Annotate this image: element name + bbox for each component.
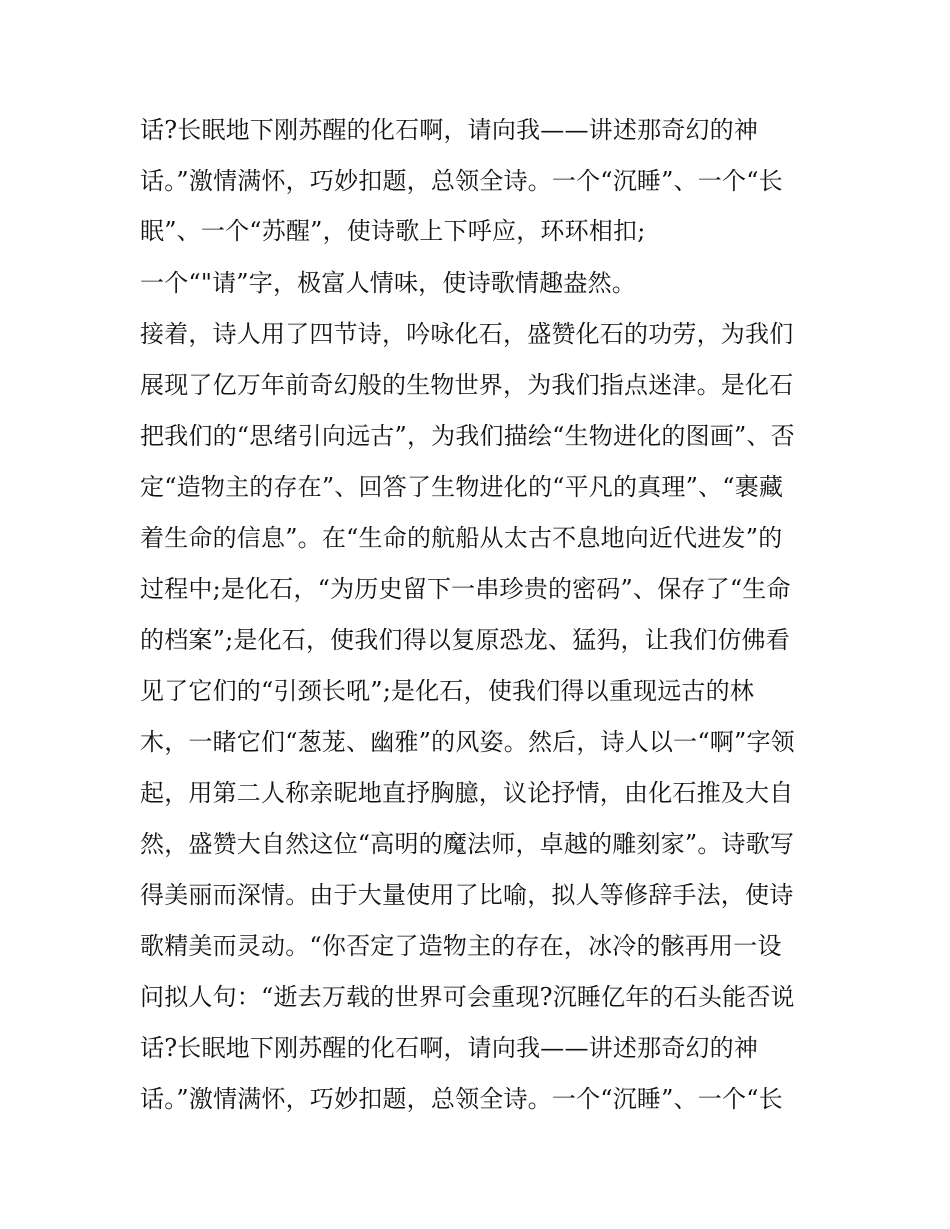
text-line: 话?长眠地下刚苏醒的化石啊，请向我——讲述那奇幻的神 xyxy=(140,1034,759,1062)
text-line: 见了它们的“引颈长吼”;是化石，使我们得以重现远古的林 xyxy=(140,677,755,705)
text-line: 定“造物主的存在”、回答了生物进化的“平凡的真理”、“裹藏 xyxy=(140,473,784,501)
text-line: 得美丽而深情。由于大量使用了比喻，拟人等修辞手法，使诗 xyxy=(140,881,794,909)
text-line: 过程中;是化石，“为历史留下一串珍贵的密码”、保存了“生命 xyxy=(140,575,791,603)
text-line: 话。”激情满怀，巧妙扣题，总领全诗。一个“沉睡”、一个“长 xyxy=(140,167,783,195)
text-line: 问拟人句：“逝去万载的世界可会重现?沉睡亿年的石头能否说 xyxy=(140,983,795,1011)
text-line: 接着，诗人用了四节诗，吟咏化石，盛赞化石的功劳，为我们 xyxy=(140,320,794,348)
text-line: 着生命的信息”。在“生命的航船从太古不息地向近代进发”的 xyxy=(140,524,783,552)
text-line: 歌精美而灵动。“你否定了造物主的存在，冰冷的骸再用一设 xyxy=(140,932,782,960)
text-line: 展现了亿万年前奇幻般的生物世界，为我们指点迷津。是化石 xyxy=(140,371,794,399)
text-line: 一个“"请”字，极富人情味，使诗歌情趣盎然。 xyxy=(140,269,636,297)
text-line: 话。”激情满怀，巧妙扣题，总领全诗。一个“沉睡”、一个“长 xyxy=(140,1085,783,1113)
text-line: 眠”、一个“苏醒”，使诗歌上下呼应，环环相扣; xyxy=(140,217,646,245)
text-line: 木，一睹它们“葱茏、幽雅”的风姿。然后，诗人以一“啊”字领 xyxy=(140,728,795,756)
text-line: 然，盛赞大自然这位“高明的魔法师，卓越的雕刻家”。诗歌写 xyxy=(140,830,795,858)
text-line: 话?长眠地下刚苏醒的化石啊，请向我——讲述那奇幻的神 xyxy=(140,116,759,144)
text-line: 把我们的“思绪引向远古”，为我们描绘“生物进化的图画”、否 xyxy=(140,422,795,450)
text-line: 起，用第二人称亲昵地直抒胸臆，议论抒情，由化石推及大自 xyxy=(140,779,794,807)
text-line: 的档案”;是化石，使我们得以复原恐龙、猛犸，让我们仿佛看 xyxy=(140,626,790,654)
